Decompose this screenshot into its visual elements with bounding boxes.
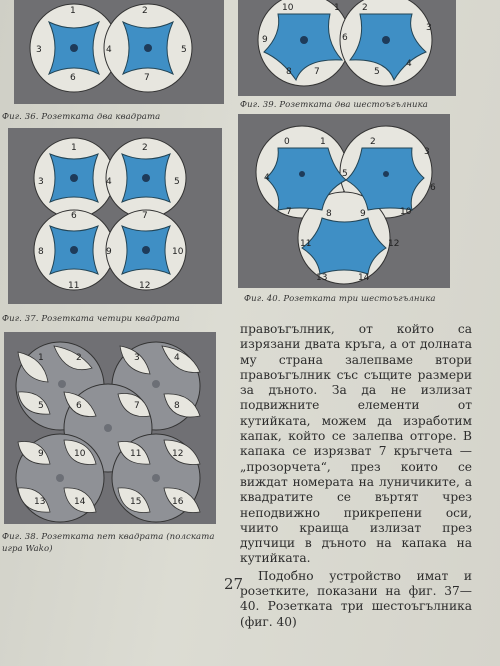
fig38-num-8: 8 bbox=[174, 401, 180, 411]
fig38-num-15: 15 bbox=[130, 497, 142, 507]
fig38-num-7: 7 bbox=[134, 401, 140, 411]
fig37-num-11: 11 bbox=[68, 281, 80, 291]
fig36-num-3: 3 bbox=[36, 45, 42, 55]
body-paragraph-2: Подобно устройство имат и розетките, показани на фиг. 37—40. Розетката три шестоъгълника (фиг. 40) bbox=[240, 568, 472, 629]
fig39-num-6: 6 bbox=[342, 33, 348, 43]
figure-39 bbox=[238, 0, 456, 96]
fig37-num-7: 7 bbox=[142, 211, 148, 221]
fig37-num-5: 5 bbox=[174, 177, 180, 187]
fig39-num-9: 9 bbox=[262, 35, 268, 45]
fig39-num-7: 7 bbox=[314, 67, 320, 77]
figure-40 bbox=[238, 114, 450, 288]
body-paragraph-1: правоъгълник, от който са изрязани двата кръга, а от долната му страна залепваме втори правоъгълник със същите размери за дъното. За да не излизат подвижните елементи от кутийката, можем да изработим капак, който се залепва отгоре. В капака се изрязват 7 кръгчета — „прозорчета“, през които се виждат номерата на луничиките, а квадратите се въртят чрез неподвижно прикрепени оси, чиито краища излизат през дупчици в дъното на капака на кутийката. bbox=[240, 322, 472, 566]
figure-37 bbox=[8, 128, 222, 304]
fig40-num-10: 10 bbox=[400, 207, 412, 217]
fig37-num-6: 6 bbox=[71, 211, 77, 221]
fig40-num-8: 8 bbox=[326, 209, 332, 219]
fig36-num-4: 4 bbox=[106, 45, 112, 55]
fig39-num-3: 3 bbox=[426, 23, 432, 33]
figure-39-drawing bbox=[238, 0, 456, 96]
fig39-num-1: 1 bbox=[334, 3, 340, 13]
fig36-num-5: 5 bbox=[181, 45, 187, 55]
fig38-num-1: 1 bbox=[38, 353, 44, 363]
fig40-num-3: 3 bbox=[424, 147, 430, 157]
fig38-num-3: 3 bbox=[134, 353, 140, 363]
figure-38-caption-line2: игра Wako) bbox=[2, 544, 53, 554]
figure-38-caption-line1: Фиг. 38. Розетката пет квадрата (полската bbox=[2, 532, 215, 542]
fig38-num-5: 5 bbox=[38, 401, 44, 411]
fig38-num-4: 4 bbox=[174, 353, 180, 363]
fig38-num-2: 2 bbox=[76, 353, 82, 363]
fig40-num-2: 2 bbox=[370, 137, 376, 147]
fig39-num-2: 2 bbox=[362, 3, 368, 13]
figure-40-drawing bbox=[238, 114, 450, 288]
fig40-num-11: 11 bbox=[300, 239, 312, 249]
body-text bbox=[240, 322, 472, 630]
fig39-num-10: 10 bbox=[282, 3, 294, 13]
fig38-num-16: 16 bbox=[172, 497, 184, 507]
fig37-num-9: 9 bbox=[106, 247, 112, 257]
figure-37-drawing bbox=[8, 128, 222, 304]
fig37-num-1: 1 bbox=[71, 143, 77, 153]
fig37-num-12: 12 bbox=[139, 281, 151, 291]
fig38-num-10: 10 bbox=[74, 449, 86, 459]
fig38-num-9: 9 bbox=[38, 449, 44, 459]
fig40-num-12: 12 bbox=[388, 239, 400, 249]
fig39-num-5: 5 bbox=[374, 67, 380, 77]
fig36-num-7: 7 bbox=[144, 73, 150, 83]
figure-37-caption: Фиг. 37. Розетката четири квадрата bbox=[2, 314, 180, 324]
fig39-num-4: 4 bbox=[406, 59, 412, 69]
fig40-num-14: 14 bbox=[358, 273, 370, 283]
fig36-num-2: 2 bbox=[142, 6, 148, 16]
page-number: 27 bbox=[224, 575, 244, 593]
figure-40-caption: Фиг. 40. Розетката три шестоъгълника bbox=[244, 294, 436, 304]
figure-36 bbox=[14, 0, 224, 104]
fig40-num-6: 6 bbox=[430, 183, 436, 193]
figure-38-drawing bbox=[4, 332, 216, 524]
fig40-num-5: 5 bbox=[342, 169, 348, 179]
fig40-num-4: 4 bbox=[264, 173, 270, 183]
fig37-num-3: 3 bbox=[38, 177, 44, 187]
figure-39-caption: Фиг. 39. Розетката два шестоъгълника bbox=[240, 100, 428, 110]
fig37-num-8: 8 bbox=[38, 247, 44, 257]
fig39-num-8: 8 bbox=[286, 67, 292, 77]
figure-38 bbox=[4, 332, 216, 524]
fig36-num-6: 6 bbox=[70, 73, 76, 83]
fig38-num-6: 6 bbox=[76, 401, 82, 411]
fig40-num-9: 9 bbox=[360, 209, 366, 219]
fig37-num-4: 4 bbox=[106, 177, 112, 187]
figure-36-caption: Фиг. 36. Розетката два квадрата bbox=[2, 112, 161, 122]
fig40-num-1: 1 bbox=[320, 137, 326, 147]
fig40-num-13: 13 bbox=[316, 273, 328, 283]
fig38-num-14: 14 bbox=[74, 497, 86, 507]
fig38-num-12: 12 bbox=[172, 449, 184, 459]
fig37-num-2: 2 bbox=[142, 143, 148, 153]
fig37-num-10: 10 bbox=[172, 247, 184, 257]
fig38-num-11: 11 bbox=[130, 449, 142, 459]
fig40-num-7: 7 bbox=[286, 207, 292, 217]
fig36-num-1: 1 bbox=[70, 6, 76, 16]
figure-36-drawing bbox=[14, 0, 224, 104]
fig40-num-0: 0 bbox=[284, 137, 290, 147]
fig38-num-13: 13 bbox=[34, 497, 46, 507]
